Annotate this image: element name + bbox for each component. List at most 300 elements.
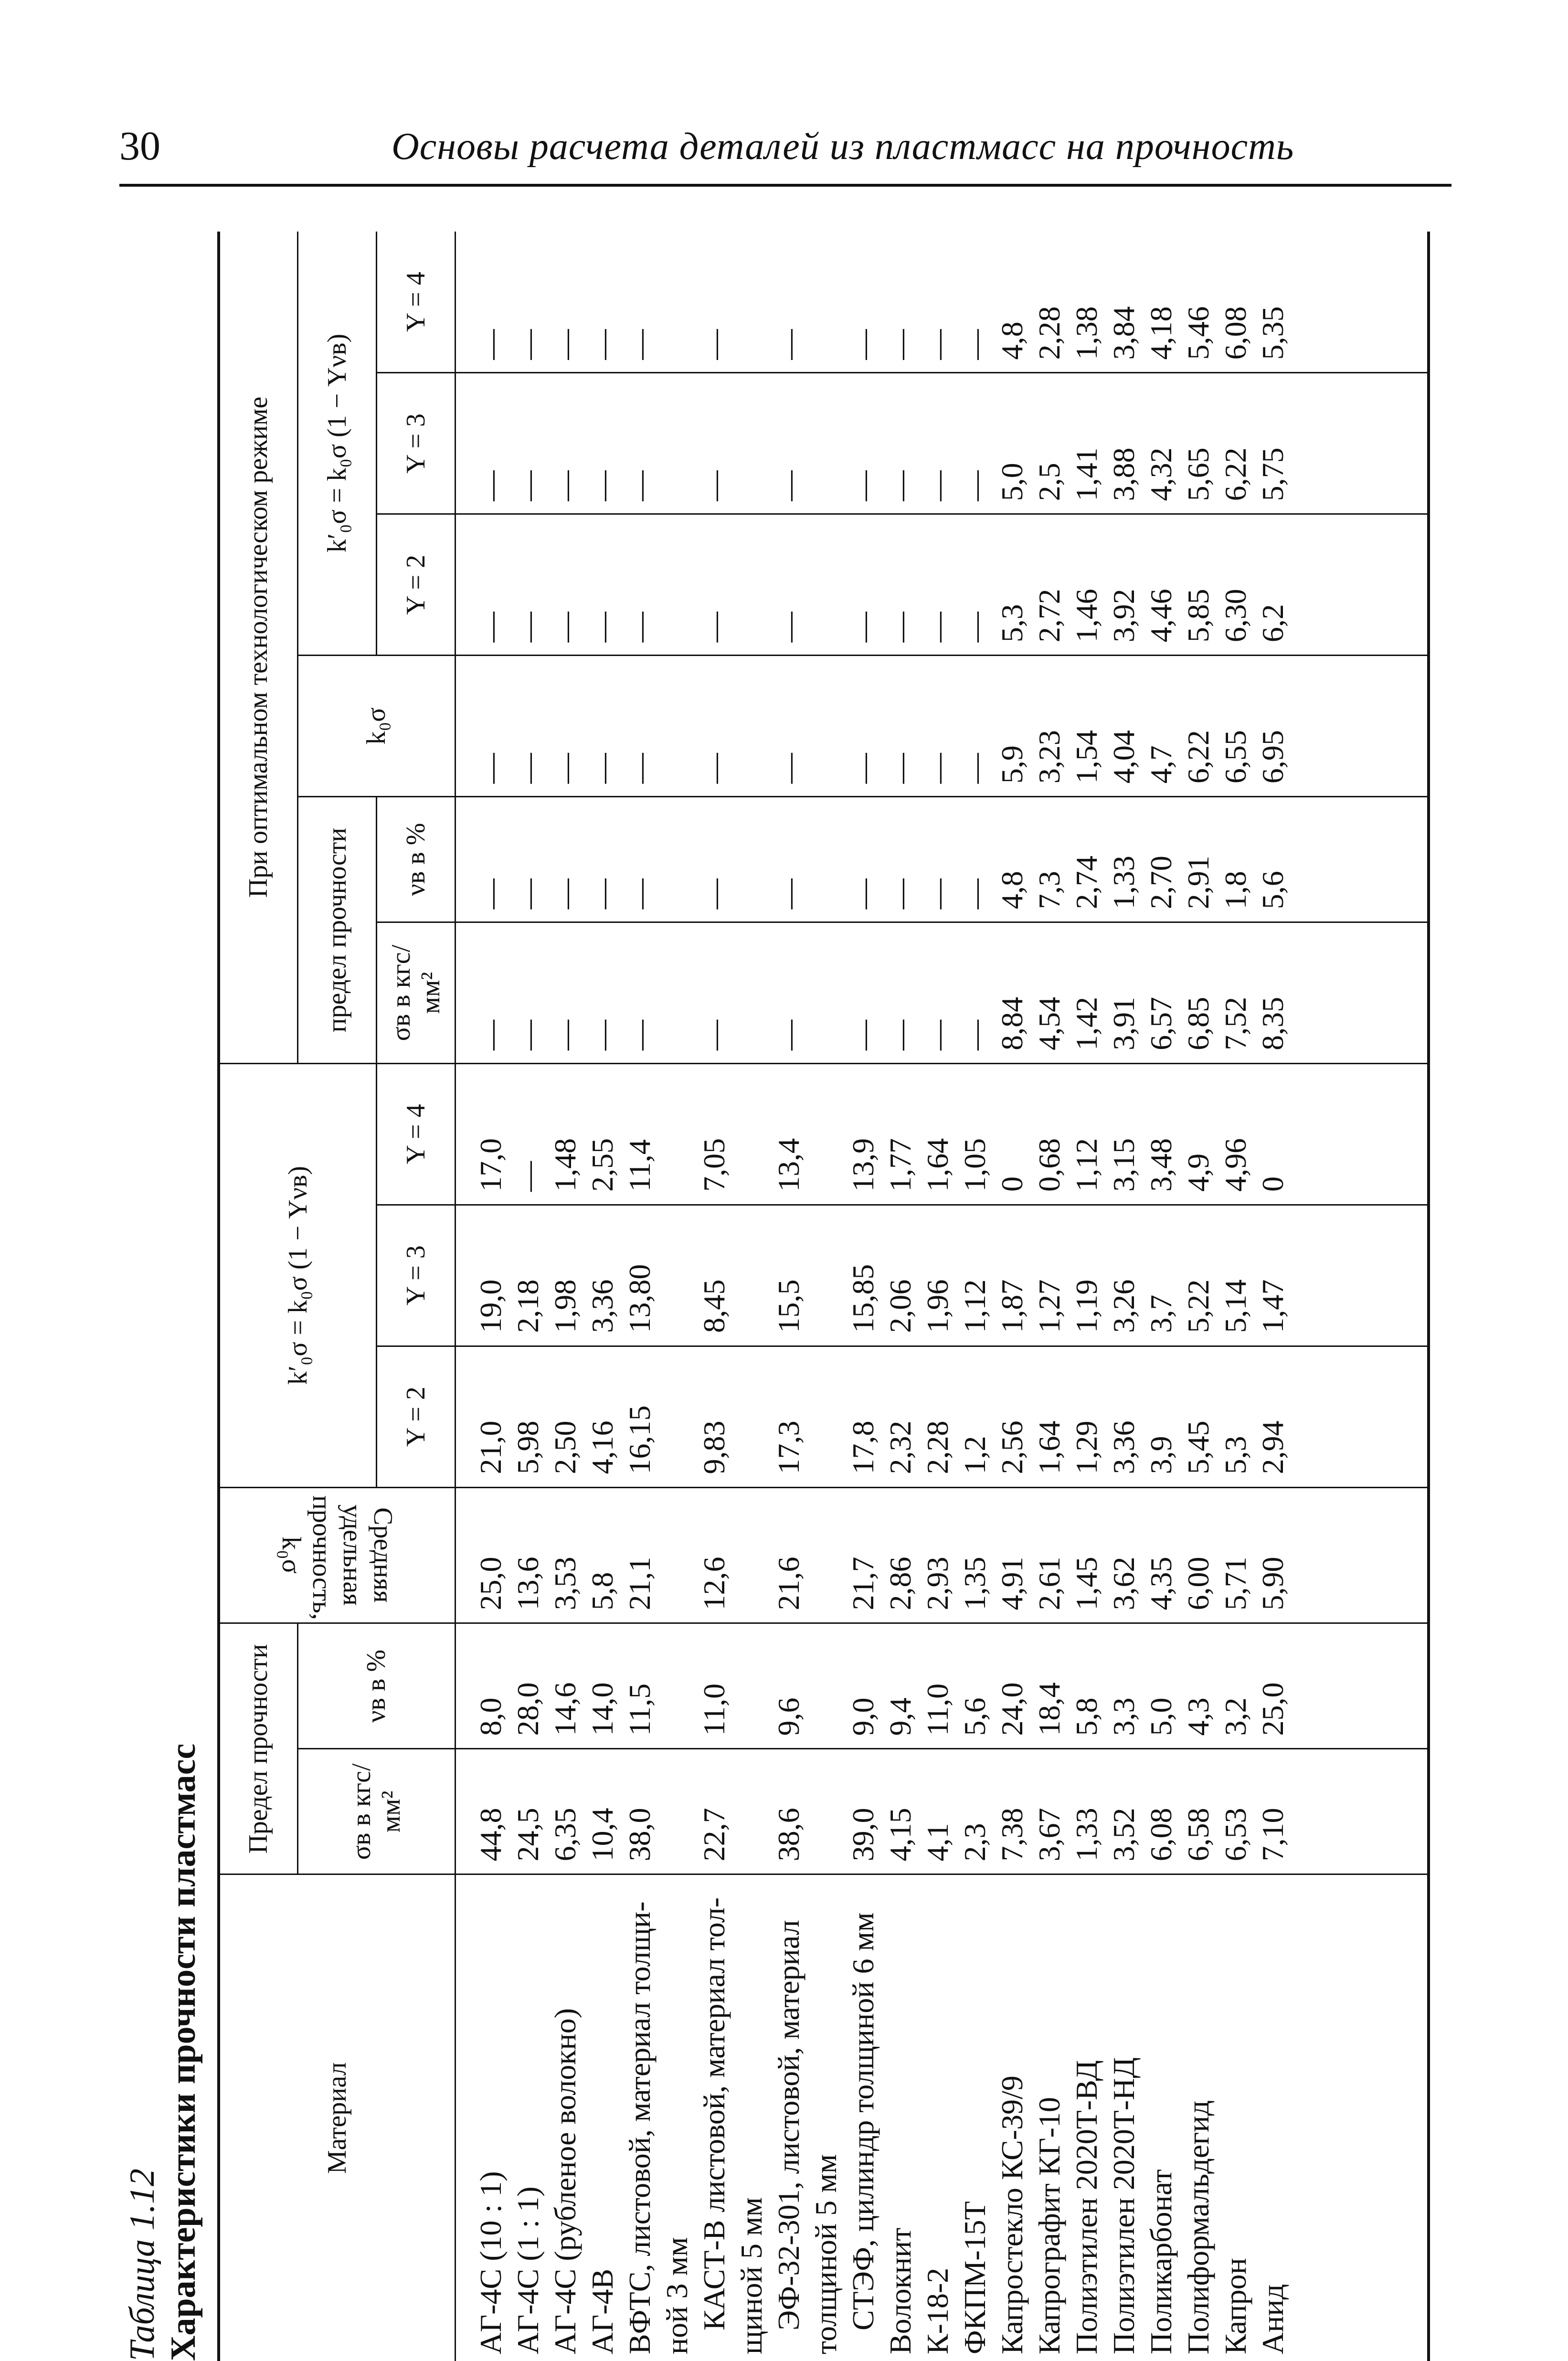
table-cell-value: 4,1	[920, 1823, 954, 1862]
table-cell-value	[733, 381, 770, 501]
table-cell-value: 2,61	[1032, 1556, 1066, 1610]
opt-sigma-column	[455, 922, 1429, 1064]
table-cell-value: —	[883, 612, 917, 643]
material-line: КАСТ-В листовой, материал тол-	[697, 1897, 731, 2330]
table-cell-value	[807, 804, 845, 909]
table-cell-value: 9,83	[697, 1420, 731, 1474]
table-cell-value: 1,64	[1032, 1420, 1066, 1474]
table-cell-value: 18,4	[1032, 1682, 1066, 1736]
table-cell-value: —	[473, 1019, 508, 1050]
table-cell-value: 3,67	[1032, 1808, 1066, 1862]
table-cell-value: 2,50	[548, 1420, 582, 1474]
table-cell-value: 5,14	[1218, 1279, 1252, 1333]
table-cell-value: 25,0	[1255, 1682, 1290, 1736]
table-cell-value	[807, 1071, 845, 1192]
table-cell-value: —	[846, 329, 880, 360]
table-cell-value: —	[585, 329, 619, 360]
table-cell-value: —	[622, 329, 657, 360]
table-cell-value: 15,5	[771, 1279, 805, 1333]
table-cell-value	[807, 1630, 845, 1736]
table-cell-value: 5,45	[1181, 1420, 1215, 1474]
table-cell-value: 6,22	[1218, 447, 1252, 501]
table-cell-value	[658, 238, 696, 360]
material-line: ВФТС, листовой, материал толщи-	[622, 1901, 657, 2354]
material-line: Капростекло КС-39/9	[995, 2075, 1029, 2354]
y2-column	[455, 1346, 1429, 1487]
table-cell-value: 13,9	[846, 1138, 880, 1192]
table-cell-value: 1,54	[1069, 730, 1103, 784]
table-cell-value: —	[548, 879, 582, 910]
table-cell-value: —	[510, 1161, 545, 1192]
table-cell-value: 1,2	[957, 1436, 992, 1474]
table-cell-value	[733, 1212, 770, 1333]
table-cell-value: 38,0	[622, 1808, 657, 1862]
table-cell-value: 15,85	[846, 1264, 880, 1333]
material-line: К-18-2	[920, 2267, 954, 2354]
table-cell-value: 17,3	[771, 1420, 805, 1474]
table-cell-value: —	[510, 1019, 545, 1050]
y3-column	[455, 1205, 1429, 1346]
material-line: Волокнит	[883, 2227, 917, 2354]
material-line: АГ-4С (1 : 1)	[510, 2186, 545, 2354]
y4-header: Y = 4	[376, 1063, 455, 1205]
table-cell-value	[658, 1212, 696, 1333]
table-cell-value	[807, 930, 845, 1050]
table-cell-value	[807, 1354, 845, 1474]
table-cell-value: 2,72	[1032, 589, 1066, 643]
opt-y3-header: Y = 3	[376, 373, 455, 514]
table-cell-value: —	[510, 470, 545, 501]
table-cell-value: 17,0	[473, 1138, 508, 1192]
table-cell-value: —	[622, 753, 657, 784]
table-cell-value	[733, 1495, 770, 1610]
table-cell-value: 1,41	[1069, 447, 1103, 501]
table-cell-value	[658, 1495, 696, 1610]
table-cell-value	[733, 1630, 770, 1736]
avg-specific-strength-label: Средняя удельная прочность, k₀σ	[276, 1495, 398, 1620]
table-cell-value: 25,0	[473, 1556, 508, 1610]
table-cell-value: 1,38	[1069, 306, 1103, 360]
table-cell-value: 6,2	[1255, 604, 1290, 643]
table-cell-value: 5,0	[1144, 1697, 1178, 1736]
material-line: АГ-4С (рубленое волокно)	[548, 2008, 582, 2354]
table-cell-value: 21,7	[846, 1556, 880, 1610]
material-line: Полиэтилен 2020Т-ВД	[1069, 2060, 1103, 2354]
table-cell-value: 22,7	[697, 1808, 731, 1862]
opt-y4-header: Y = 4	[376, 232, 455, 373]
table-cell-value: 5,8	[1069, 1697, 1103, 1736]
table-cell-value: 1,05	[957, 1138, 992, 1192]
table-cell-value	[807, 521, 845, 642]
table-cell-value: —	[585, 1019, 619, 1050]
table-cell-value: —	[548, 329, 582, 360]
table-cell-value: 21,1	[622, 1556, 657, 1610]
table-cell-value: 5,22	[1181, 1279, 1215, 1333]
table-cell-value: 5,46	[1181, 306, 1215, 360]
table-cell-value: 4,91	[995, 1556, 1029, 1610]
table-cell-value: —	[883, 753, 917, 784]
table-cell-value: 3,26	[1106, 1279, 1141, 1333]
opt-y2-header: Y = 2	[376, 514, 455, 656]
table-cell-value: —	[510, 329, 545, 360]
caption-label: Таблица 1.12	[123, 2168, 162, 2361]
table-cell-value	[658, 930, 696, 1050]
table-cell-value: 6,85	[1181, 996, 1215, 1050]
table-cell-value: 1,42	[1069, 996, 1103, 1050]
table-cell-value: —	[771, 470, 805, 501]
table-cell-value: 3,92	[1106, 589, 1141, 643]
table-cell-value: —	[920, 612, 954, 643]
table-cell-value: 1,33	[1069, 1808, 1103, 1862]
table-cell-value: 4,04	[1106, 730, 1141, 784]
rotated-table-block	[122, 232, 1440, 2361]
y3-header: Y = 3	[376, 1205, 455, 1346]
table-cell-value: 8,45	[697, 1279, 731, 1333]
table-cell-value: 4,54	[1032, 996, 1066, 1050]
table-cell-value: 13,6	[510, 1556, 545, 1610]
table-cell-value: 4,15	[883, 1808, 917, 1862]
material-line: АГ-4В	[585, 2268, 619, 2354]
table-cell-value: 6,00	[1181, 1556, 1215, 1610]
table-cell-value: 6,95	[1255, 730, 1290, 784]
table-cell-value: —	[697, 612, 731, 643]
table-cell-value: —	[622, 879, 657, 910]
table-cell-value: 3,7	[1144, 1294, 1178, 1333]
table-cell-value: 4,18	[1144, 306, 1178, 360]
table-cell-value: —	[585, 753, 619, 784]
table-cell-value: 2,70	[1144, 856, 1178, 910]
table-cell-value: —	[846, 612, 880, 643]
table-cell-value: 39,0	[846, 1808, 880, 1862]
table-cell-value: 5,71	[1218, 1556, 1252, 1610]
header-rule	[119, 184, 1451, 187]
table-cell-value: 1,29	[1069, 1420, 1103, 1474]
table-cell-value: —	[920, 470, 954, 501]
table-cell-value: —	[846, 753, 880, 784]
table-cell-value: 5,6	[957, 1697, 992, 1736]
table-cell-value: 4,7	[1144, 745, 1178, 784]
table-cell-value: 4,8	[995, 321, 1029, 360]
table-cell-value	[658, 1630, 696, 1736]
table-cell-value: —	[771, 612, 805, 643]
table-cell-value: 3,36	[1106, 1420, 1141, 1474]
material-line: АГ-4С (10 : 1)	[473, 2171, 508, 2354]
table-cell-value: 2,06	[883, 1279, 917, 1333]
table-cell-value: —	[883, 470, 917, 501]
table-cell-value: 1,96	[920, 1279, 954, 1333]
table-cell-value: 2,86	[883, 1556, 917, 1610]
table-cell-value: 6,22	[1181, 730, 1215, 784]
table-cell-value: 9,0	[846, 1697, 880, 1736]
table-cell-value: 44,8	[473, 1808, 508, 1862]
opt-sigma-header: σв в кгс/мм²	[376, 922, 455, 1064]
table-cell-value: —	[585, 470, 619, 501]
opt-y2-column	[455, 514, 1429, 656]
table-cell-value: 0,68	[1032, 1138, 1066, 1192]
table-cell-value: 6,35	[548, 1808, 582, 1862]
table-cell-value: 28,0	[510, 1682, 545, 1736]
material-line: щиной 5 мм	[734, 2197, 768, 2354]
material-header: Материал	[219, 1874, 455, 2361]
table-cell-value	[733, 1071, 770, 1192]
table-cell-value: 38,6	[771, 1808, 805, 1862]
table-cell-value: —	[622, 470, 657, 501]
table-cell-value	[807, 1495, 845, 1610]
material-line: Поликарбонат	[1144, 2169, 1178, 2354]
avg-specific-strength-header	[219, 1487, 455, 1623]
material-line: ной 3 мм	[659, 2237, 694, 2354]
material-line: СТЭФ, цилиндр толщиной 6 мм	[846, 1912, 880, 2330]
table-cell-value	[807, 381, 845, 501]
table-cell-value: 24,5	[510, 1808, 545, 1862]
table-cell-value: 1,12	[1069, 1138, 1103, 1192]
table-cell-value: —	[920, 879, 954, 910]
table-cell-value: 8,35	[1255, 996, 1290, 1050]
table-cell-value: 6,08	[1144, 1808, 1178, 1862]
table-cell-value: 0	[995, 1176, 1029, 1192]
table-cell-value: 7,05	[697, 1138, 731, 1192]
table-cell-value	[733, 663, 770, 783]
table-cell-value: 11,0	[920, 1683, 954, 1736]
table-cell-value: 5,3	[995, 604, 1029, 643]
material-column	[455, 1874, 1429, 2361]
table-cell-value: —	[846, 470, 880, 501]
table-cell-value	[807, 1212, 845, 1333]
table-cell-value	[807, 1756, 845, 1861]
table-cell-value: —	[548, 1019, 582, 1050]
opt-y4-column	[455, 232, 1429, 373]
k-formula-header: k′₀σ = k₀σ (1 − Yνв)	[219, 1063, 376, 1487]
table-cell-value: —	[697, 329, 731, 360]
table-cell-value: 13,4	[771, 1138, 805, 1192]
table-cell-value: —	[697, 1019, 731, 1050]
table-cell-value: —	[622, 1019, 657, 1050]
table-cell-value: 0	[1255, 1176, 1290, 1192]
table-cell-value: —	[697, 753, 731, 784]
table-cell-value: 24,0	[995, 1682, 1029, 1736]
table-cell-value: —	[920, 1019, 954, 1050]
table-cell-value: 7,52	[1218, 996, 1252, 1050]
table-cell-value: —	[957, 1019, 992, 1050]
table-cell-value	[658, 381, 696, 501]
table-cell-value	[658, 521, 696, 642]
table-cell-value: 21,0	[473, 1420, 508, 1474]
material-line: толщиной 5 мм	[808, 2154, 843, 2354]
table-cell-value: —	[548, 753, 582, 784]
table-cell-value: —	[920, 753, 954, 784]
table-cell-value: 5,85	[1181, 589, 1215, 643]
table-cell-value: 9,4	[883, 1697, 917, 1736]
table-cell-value: 3,62	[1106, 1556, 1141, 1610]
table-cell-value	[658, 1756, 696, 1861]
table-cell-value: 1,12	[957, 1279, 992, 1333]
table-cell-value: 12,6	[697, 1556, 731, 1610]
optimal-mode-header: При оптимальном технологическом режиме	[219, 232, 297, 1063]
table-cell-value: 9,6	[771, 1697, 805, 1736]
table-cell-value	[733, 930, 770, 1050]
table-cell-value: 3,15	[1106, 1138, 1141, 1192]
material-line: Полиэтилен 2020Т-НД	[1106, 2057, 1141, 2354]
table-cell-value	[733, 238, 770, 360]
table-cell-value: —	[771, 753, 805, 784]
running-head: Основы расчета деталей из пластмасс на прочность	[392, 126, 1294, 168]
table-cell-value: —	[622, 612, 657, 643]
table-cell-value: 1,19	[1069, 1279, 1103, 1333]
nu-column	[455, 1623, 1429, 1749]
table-cell-value: —	[473, 612, 508, 643]
table-cell-value: 19,0	[473, 1279, 508, 1333]
table-cell-value: 1,33	[1106, 856, 1141, 910]
table-cell-value: 3,9	[1144, 1436, 1178, 1474]
table-cell-value: —	[697, 470, 731, 501]
table-cell-value: 6,08	[1218, 306, 1252, 360]
table-cell-value: 2,28	[920, 1420, 954, 1474]
table-cell-value: 14,6	[548, 1682, 582, 1736]
table-cell-value: 2,56	[995, 1420, 1029, 1474]
table-cell-value: —	[883, 329, 917, 360]
table-cell-value: 1,27	[1032, 1279, 1066, 1333]
table-cell-value: 3,48	[1144, 1138, 1178, 1192]
table-cell-value	[658, 1354, 696, 1474]
table-cell-value: 4,9	[1181, 1153, 1215, 1192]
table-cell-value: 8,0	[473, 1697, 508, 1736]
k0-column	[455, 1487, 1429, 1623]
table-cell-value	[658, 1071, 696, 1192]
table-cell-value: 11,0	[697, 1683, 731, 1736]
material-line: ФКПМ-15Т	[957, 2201, 992, 2354]
table-cell-value: 1,64	[920, 1138, 954, 1192]
table-cell-value: 13,80	[622, 1264, 657, 1333]
table-cell-value: 1,47	[1255, 1279, 1290, 1333]
table-cell-value: —	[510, 753, 545, 784]
table-cell-value: —	[957, 753, 992, 784]
table-cell-value: 1,48	[548, 1138, 582, 1192]
table-cell-value	[733, 804, 770, 909]
table-cell-value: —	[510, 612, 545, 643]
table-cell-value: 3,91	[1106, 996, 1141, 1050]
table-cell-value: 3,52	[1106, 1808, 1141, 1862]
table-cell-value: 11,4	[622, 1139, 657, 1192]
table-caption	[122, 232, 203, 2361]
table-cell-value: 3,2	[1218, 1697, 1252, 1736]
table-cell-value: 6,55	[1218, 730, 1252, 784]
table-cell-value: 4,35	[1144, 1556, 1178, 1610]
table-cell-value: 5,0	[995, 463, 1029, 501]
table-cell-value: 2,5	[1032, 463, 1066, 501]
table-cell-value: 2,94	[1255, 1420, 1290, 1474]
table-cell-value	[658, 804, 696, 909]
table-cell-value: 3,36	[585, 1279, 619, 1333]
table-cell-value: —	[957, 879, 992, 910]
table-cell-value: 14,0	[585, 1682, 619, 1736]
table-cell-value: 7,38	[995, 1808, 1029, 1862]
strength-table	[217, 232, 1430, 2361]
table-cell-value: 1,77	[883, 1138, 917, 1192]
table-cell-value: 1,46	[1069, 589, 1103, 643]
table-cell-value: 3,53	[548, 1556, 582, 1610]
table-cell-value: —	[473, 879, 508, 910]
nu-header: νв в %	[297, 1623, 455, 1749]
table-cell-value	[733, 521, 770, 642]
table-cell-value: —	[510, 879, 545, 910]
table-cell-value: —	[473, 470, 508, 501]
table-cell-value: 5,9	[995, 745, 1029, 784]
table-cell-value: —	[846, 1019, 880, 1050]
table-cell-value: 2,3	[957, 1823, 992, 1862]
table-cell-value: —	[697, 879, 731, 910]
sigma-header: σв в кгс/мм²	[297, 1749, 455, 1874]
table-cell-value: 5,8	[585, 1572, 619, 1610]
table-cell-value: 4,96	[1218, 1138, 1252, 1192]
table-cell-value: —	[920, 329, 954, 360]
table-cell-value: 1,98	[548, 1279, 582, 1333]
table-cell-value: 8,84	[995, 996, 1029, 1050]
table-cell-value: 6,57	[1144, 996, 1178, 1050]
table-cell-value: 2,55	[585, 1138, 619, 1192]
table-cell-value: —	[957, 470, 992, 501]
table-cell-value: 1,35	[957, 1556, 992, 1610]
material-line: ЭФ-32-301, листовой, материал	[771, 1920, 805, 2330]
table-cell-value	[807, 663, 845, 783]
opt-nu-column	[455, 797, 1429, 922]
table-cell-value: 6,53	[1218, 1808, 1252, 1862]
sigma-column	[455, 1749, 1429, 1874]
table-cell-value: —	[957, 329, 992, 360]
table-cell-value: —	[585, 879, 619, 910]
table-cell-value: 6,30	[1218, 589, 1252, 643]
y4-column	[455, 1063, 1429, 1205]
table-cell-value: 5,3	[1218, 1436, 1252, 1474]
table-cell-value	[807, 238, 845, 360]
table-cell-value: 3,3	[1106, 1697, 1141, 1736]
material-line: Полиформальдегид	[1181, 2100, 1215, 2354]
y2-header: Y = 2	[376, 1346, 455, 1487]
material-line: Анид	[1255, 2284, 1290, 2354]
table-cell-value: 5,6	[1255, 871, 1290, 910]
opt-strength-limit-header: предел прочности	[297, 797, 376, 1064]
table-cell-value	[733, 1354, 770, 1474]
table-cell-value: 4,46	[1144, 589, 1178, 643]
strength-limit-header: Предел прочности	[219, 1623, 297, 1874]
table-cell-value: —	[883, 879, 917, 910]
material-line: Капрон	[1218, 2258, 1252, 2354]
table-cell-value: 17,8	[846, 1420, 880, 1474]
table-cell-value: —	[771, 329, 805, 360]
table-cell-value	[733, 1756, 770, 1861]
table-cell-value: 3,88	[1106, 447, 1141, 501]
table-cell-value: 7,3	[1032, 871, 1066, 910]
table-cell-value: 5,98	[510, 1420, 545, 1474]
table-cell-value: 4,32	[1144, 447, 1178, 501]
table-cell-value: 11,5	[622, 1683, 657, 1736]
table-cell-value: —	[771, 879, 805, 910]
table-cell-value: —	[548, 612, 582, 643]
opt-k-formula-header: k′₀σ = k₀σ (1 − Yνв)	[297, 232, 376, 656]
table-cell-value: —	[473, 329, 508, 360]
table-cell-value: 6,58	[1181, 1808, 1215, 1862]
opt-nu-header: νв в %	[376, 797, 455, 922]
table-cell-value	[658, 663, 696, 783]
table-cell-value: 2,32	[883, 1420, 917, 1474]
table-cell-value: 1,8	[1218, 871, 1252, 910]
table-cell-value: —	[846, 879, 880, 910]
table-cell-value: —	[883, 1019, 917, 1050]
table-cell-value: 5,75	[1255, 447, 1290, 501]
table-cell-value: 16,15	[622, 1405, 657, 1474]
opt-y3-column	[455, 373, 1429, 514]
table-cell-value: 4,3	[1181, 1697, 1215, 1736]
table-cell-value: —	[771, 1019, 805, 1050]
